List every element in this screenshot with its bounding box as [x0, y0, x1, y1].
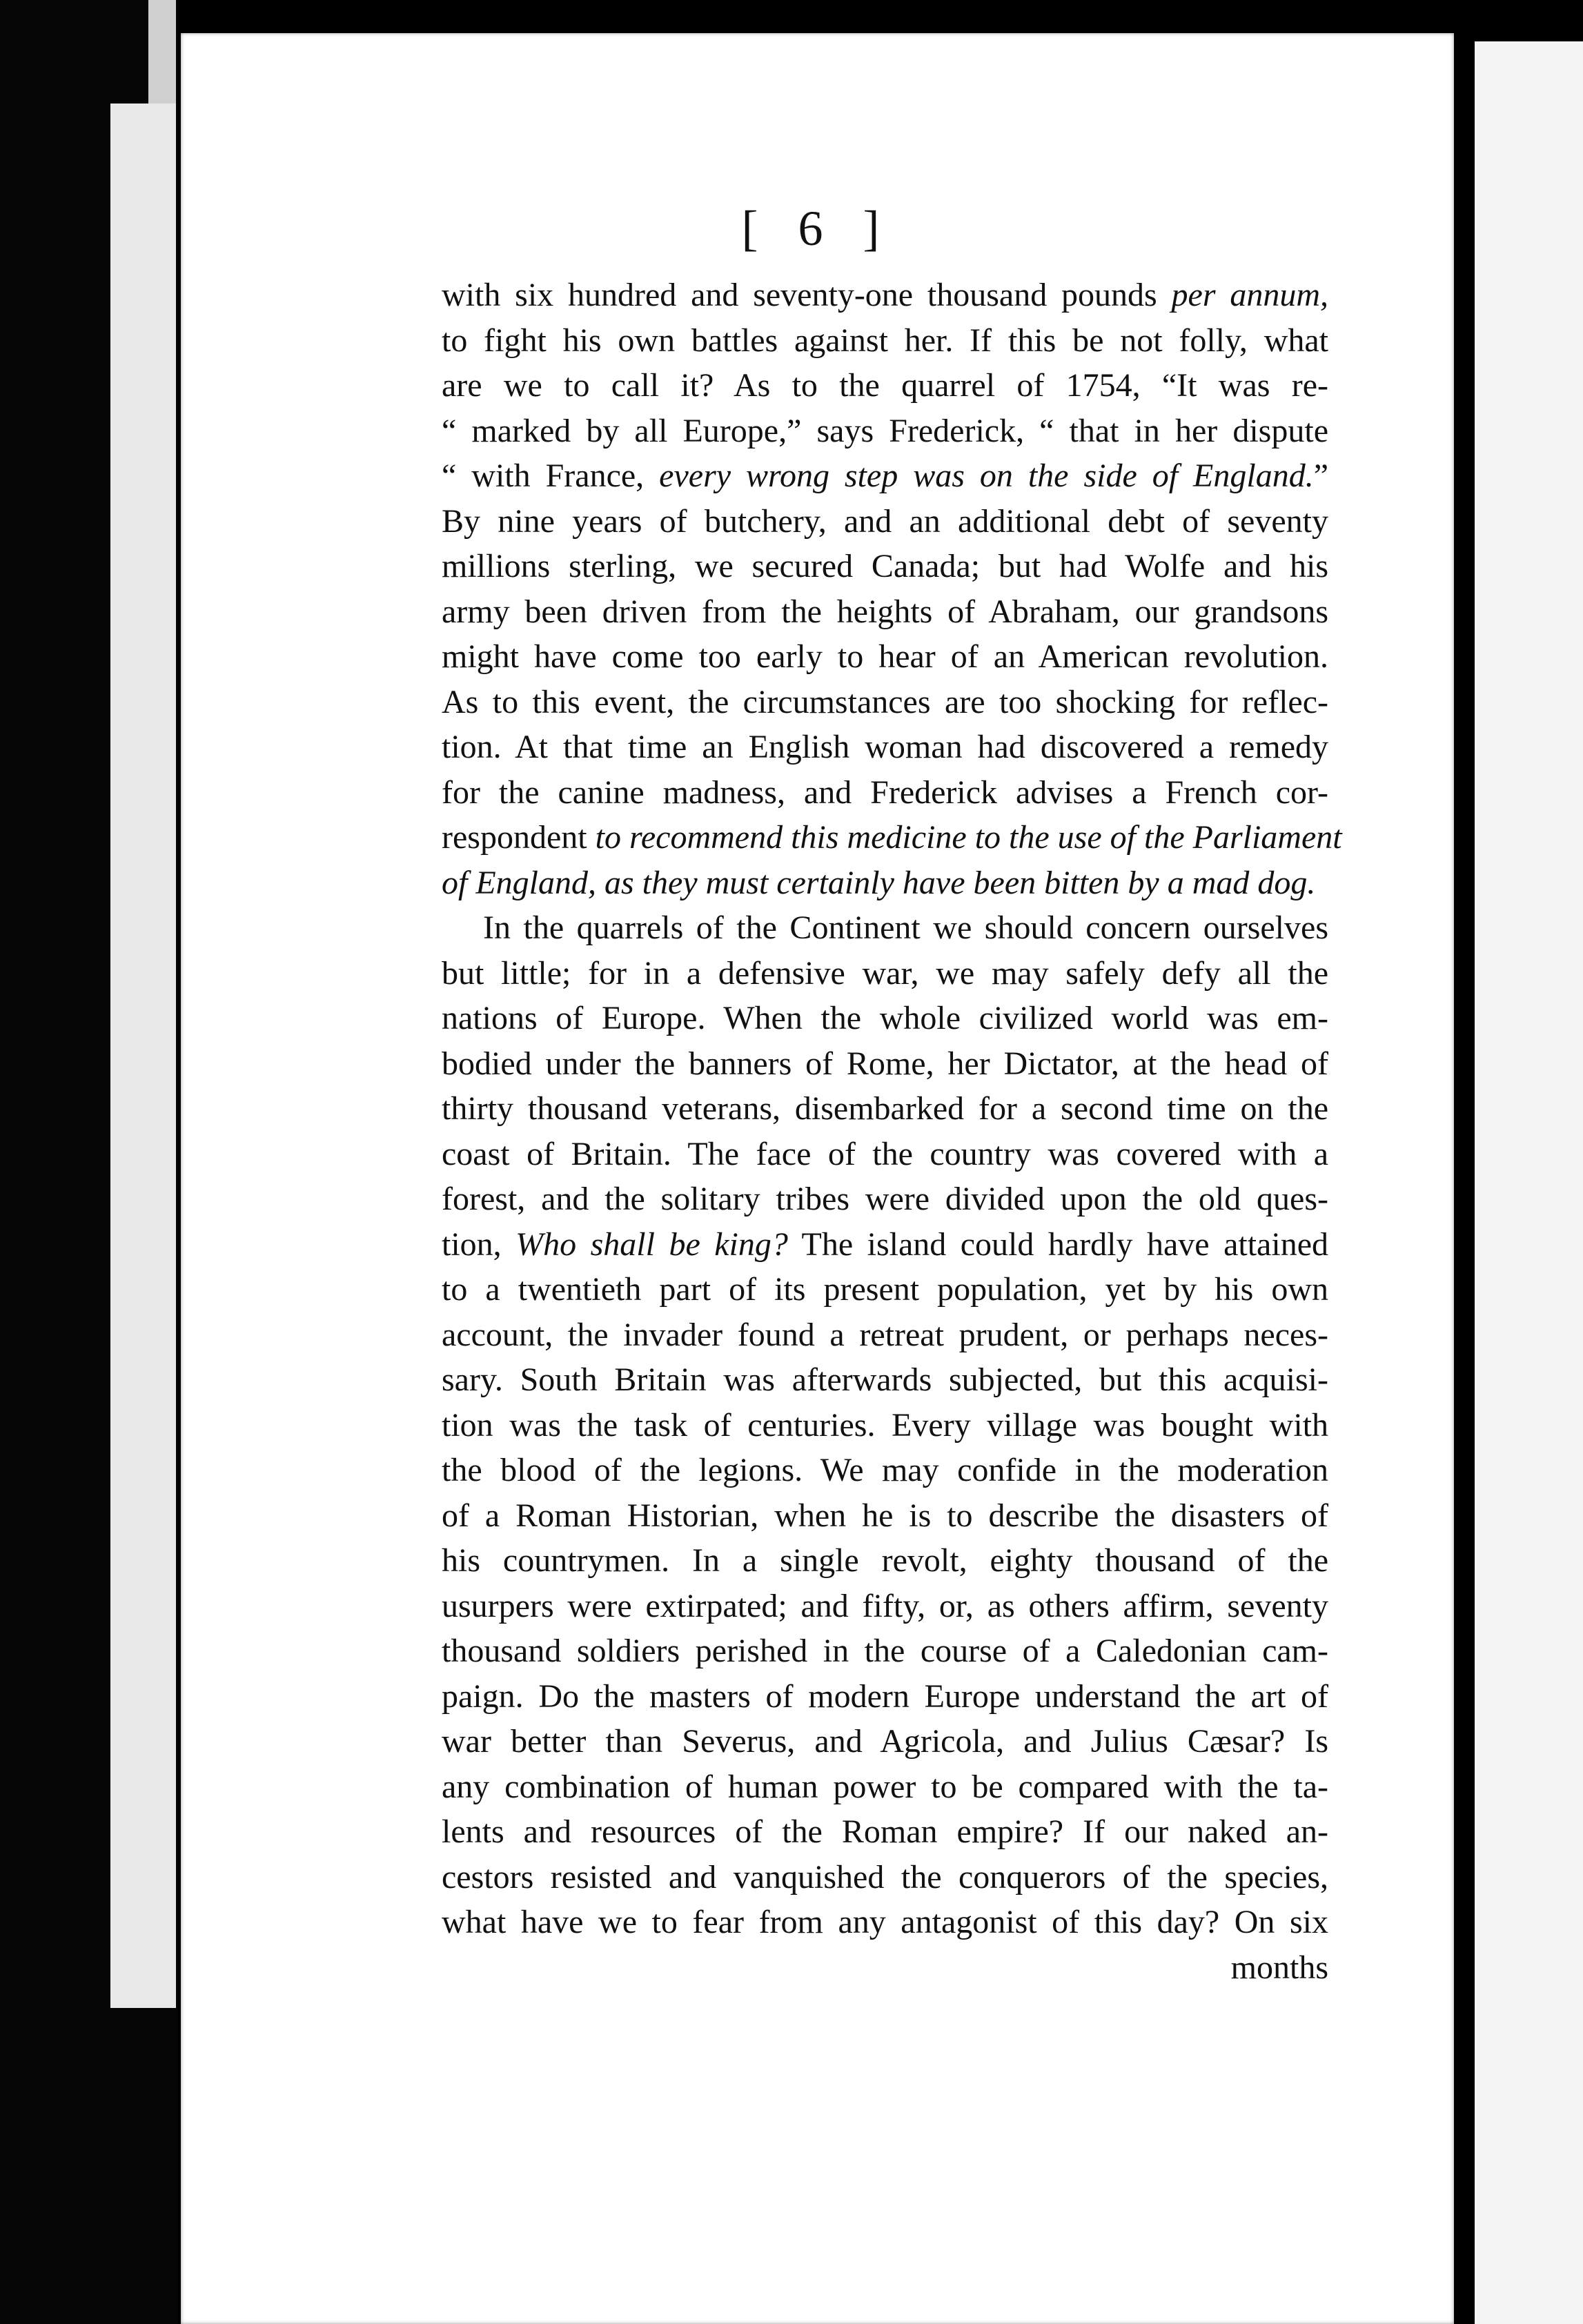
text-line: [442, 1403, 1328, 1448]
text-line: [442, 1132, 1328, 1177]
text-line: [442, 1493, 1328, 1539]
text-line: [442, 680, 1328, 725]
italic-text: to recommend this medicine to the use of the Parliament: [595, 819, 1342, 856]
text-line: [442, 725, 1328, 770]
text-line: [442, 1176, 1328, 1222]
text-span: thousand soldiers perished in the course of a Caledonian cam-: [442, 1633, 1328, 1669]
text-line: [442, 1900, 1328, 1945]
text-span: but little; for in a defensive war, we may safely defy all the: [442, 954, 1328, 992]
text-span: By nine years of butchery, and an additional debt of seventy: [442, 502, 1328, 540]
text-line: [442, 951, 1328, 996]
text-span: “ marked by all Europe,” says Frederick, “ that in her dispute: [442, 412, 1328, 449]
text-line: [442, 1764, 1328, 1810]
text-span: account, the invader found a retreat prudent, or perhaps neces-: [442, 1316, 1328, 1353]
text-span: coast of Britain. The face of the country was covered with a: [442, 1135, 1328, 1172]
page-number: [ 6 ]: [741, 201, 894, 256]
text-span: months: [1230, 1949, 1328, 1986]
text-line: [442, 634, 1328, 680]
italic-text: of England, as they must certainly have been bitten by a mad dog.: [442, 864, 1316, 901]
text-line: [442, 1584, 1328, 1629]
italic-text: per annum,: [1171, 277, 1329, 313]
text-line: [442, 1312, 1328, 1358]
text-line: [442, 544, 1328, 589]
text-line: [442, 273, 1328, 318]
text-line: [442, 318, 1328, 364]
text-span: bodied under the banners of Rome, her Dictator, at the head of: [442, 1045, 1328, 1082]
text-line: [442, 1086, 1328, 1132]
text-span: war better than Severus, and Agricola, and Julius Cæsar? Is: [442, 1723, 1328, 1760]
text-span: “ with France,: [442, 457, 660, 494]
text-span: any combination of human power to be compared with the ta-: [442, 1768, 1328, 1805]
text-line: [442, 815, 1342, 860]
text-line: [442, 589, 1328, 635]
text-line: [442, 1719, 1328, 1764]
text-span: cestors resisted and vanquished the conquerors of the species,: [442, 1858, 1328, 1895]
text-span: his countrymen. In a single revolt, eighty thousand of the: [442, 1542, 1328, 1579]
text-span: tion. At that time an English woman had discovered a remedy: [442, 729, 1328, 765]
text-span: In the quarrels of the Continent we should concern ourselves: [483, 909, 1328, 946]
text-line: [442, 1448, 1328, 1493]
text-line: [442, 1538, 1328, 1584]
text-line: [442, 499, 1328, 544]
text-span: sary. South Britain was afterwards subjected, but this acquisi-: [442, 1361, 1328, 1398]
text-span: respondent: [442, 819, 596, 856]
text-span: to a twentieth part of its present population, yet by his own: [442, 1271, 1328, 1308]
italic-text: Who shall be king?: [515, 1225, 788, 1263]
text-line: [442, 363, 1328, 408]
text-span: usurpers were extirpated; and fifty, or, as others affirm, seventy: [442, 1587, 1328, 1624]
text-line: [442, 1674, 1328, 1720]
text-line: [442, 770, 1328, 816]
text-line: [442, 1809, 1328, 1855]
scan-page-edge-inner: [110, 104, 176, 2008]
text-span: paign. Do the masters of modern Europe understand the art of: [442, 1677, 1328, 1715]
text-span: to fight his own battles against her. If this be not folly, what: [442, 322, 1328, 359]
text-line: [442, 1267, 1328, 1312]
italic-text: every wrong step was on the side of England.: [659, 457, 1314, 494]
text-span: with six hundred and seventy-one thousand pounds: [442, 277, 1172, 313]
text-line: [442, 1945, 1328, 1991]
text-span: ”: [1313, 457, 1329, 494]
text-span: lents and resources of the Roman empire? If our naked an-: [442, 1813, 1328, 1850]
text-span: As to this event, the circumstances are too shocking for reflec-: [442, 683, 1328, 720]
text-span: are we to call it? As to the quarrel of 1754, “It was re-: [442, 367, 1328, 404]
text-span: tion,: [442, 1225, 516, 1263]
scan-right-border: [1454, 41, 1475, 2324]
text-span: the blood of the legions. We may confide in the moderation: [442, 1452, 1328, 1488]
text-span: might have come too early to hear of an American revolution.: [442, 638, 1328, 675]
text-span: tion was the task of centuries. Every village was bought with: [442, 1406, 1328, 1444]
text-line: [442, 408, 1328, 454]
text-line: [442, 453, 1328, 499]
next-page-sliver: [1475, 41, 1583, 2324]
text-line: [442, 1628, 1328, 1674]
text-line: [442, 860, 1328, 906]
text-span: army been driven from the heights of Abraham, our grandsons: [442, 593, 1328, 630]
text-line: [442, 1041, 1328, 1087]
text-line: [442, 1357, 1328, 1403]
text-span: what have we to fear from any antagonist of this day? On six: [442, 1904, 1328, 1940]
text-span: for the canine madness, and Frederick advises a French cor-: [442, 774, 1328, 811]
text-span: nations of Europe. When the whole civilized world was em-: [442, 1000, 1328, 1036]
scan-top-border: [181, 0, 1583, 33]
text-span: millions sterling, we secured Canada; but had Wolfe and his: [442, 548, 1328, 584]
text-span: forest, and the solitary tribes were divided upon the old ques-: [442, 1181, 1328, 1217]
text-line: [442, 1855, 1328, 1900]
text-line: [442, 1222, 1328, 1268]
text-span: of a Roman Historian, when he is to describe the disasters of: [442, 1497, 1328, 1534]
text-span: The island could hardly have attained: [787, 1225, 1328, 1263]
body-text: [442, 273, 1342, 1990]
text-line: [442, 905, 1328, 951]
text-line: [442, 996, 1328, 1041]
text-span: thirty thousand veterans, disembarked for a second time on the: [442, 1090, 1328, 1127]
